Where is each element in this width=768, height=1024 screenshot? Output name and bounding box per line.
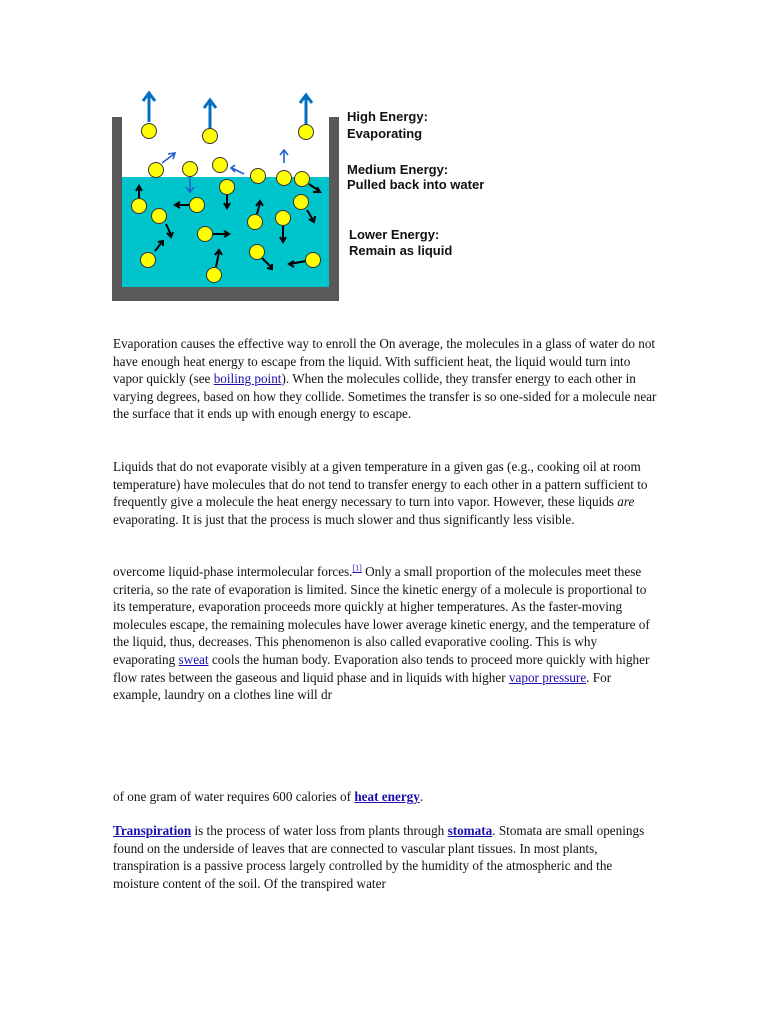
text: cools the human body. Evaporation also tends to proceed more quickly with higher flow rates between the gaseous and liquid phase and in liquids with higher xyxy=(113,651,650,685)
paragraph-liquids xyxy=(113,458,661,528)
molecule-low xyxy=(276,211,291,226)
link-heat-energy[interactable]: heat energy xyxy=(354,789,420,804)
text: . xyxy=(419,789,424,804)
molecule-medium xyxy=(213,158,228,173)
paragraph-heat-energy xyxy=(113,788,661,806)
text: ). When the molecules collide, they transfer energy to each other in varying degrees, based on how they collide. Sometimes the transfer is so one-sided for a molecule near the surface that it ends up with enough energy to escape. xyxy=(113,371,657,422)
emphasis: are xyxy=(617,494,635,510)
molecule-medium xyxy=(149,163,164,178)
paragraph-transpiration xyxy=(113,822,661,892)
text: evaporating. It is just that the process is much slower and thus significantly less visible. xyxy=(113,511,575,527)
molecule-low xyxy=(295,172,310,187)
label-high-1: High Energy: xyxy=(347,109,428,124)
molecule-low xyxy=(294,195,309,210)
molecule-low xyxy=(190,198,205,213)
link-sweat[interactable]: sweat xyxy=(178,651,209,667)
molecule-high xyxy=(142,124,157,139)
text: Liquids that do not evaporate visibly at a given temperature in a given gas (e.g., cooking oil at room temperature) have molecules that do not tend to transfer energy to each other in a pattern sufficient to frequently give a molecule the heat energy necessary to turn into vapor. However, these liquids xyxy=(113,459,648,510)
label-medium-2: Pulled back into water xyxy=(347,177,485,192)
text: . For example, laundry on a clothes line will dr xyxy=(113,669,612,703)
text: Evaporation causes the effective way to enroll the On average, the molecules in a glass of water do not have enough heat energy to escape from the liquid. With sufficient heat, the liquid would turn into vapor quickly (see xyxy=(113,336,656,387)
container-bottom xyxy=(112,287,339,301)
link-boiling-point[interactable]: boiling point xyxy=(213,371,282,387)
paragraph-intermolecular xyxy=(113,563,661,704)
label-high-2: Evaporating xyxy=(347,126,423,141)
molecule-low xyxy=(198,227,213,242)
link-transpiration[interactable]: Transpiration xyxy=(113,823,192,838)
link-stomata[interactable]: stomata xyxy=(447,823,493,838)
label-low-2: Remain as liquid xyxy=(349,243,453,258)
paragraph-evaporation-intro xyxy=(113,335,661,423)
reference-link[interactable]: [1] xyxy=(352,563,362,573)
container-wall-right xyxy=(329,117,339,301)
molecule-low xyxy=(207,268,222,283)
molecule-low xyxy=(152,209,167,224)
molecule-low xyxy=(132,199,147,214)
evaporation-diagram xyxy=(110,88,510,308)
container-wall-left xyxy=(112,117,122,301)
molecule-low xyxy=(220,180,235,195)
molecule-low xyxy=(141,253,156,268)
molecule-high xyxy=(299,125,314,140)
label-medium-1: Medium Energy: xyxy=(347,162,449,177)
molecule-medium xyxy=(251,169,266,184)
high-energy-molecules xyxy=(143,93,312,128)
molecule-low xyxy=(248,215,263,230)
molecule-low xyxy=(250,245,265,260)
molecule-medium xyxy=(183,162,198,177)
text: . Stomata are small openings found on the underside of leaves that are connected to vascular plant tissues. In most plants, transpiration is a passive process largely controlled by the humidity of the atmospheric and the moisture content of the soil. Of the transpired water xyxy=(113,823,645,891)
text: overcome liquid-phase intermolecular forces. xyxy=(113,564,353,579)
text: is the process of water loss from plants through xyxy=(191,823,448,838)
text: of one gram of water requires 600 calories of xyxy=(113,789,355,804)
label-low-1: Lower Energy: xyxy=(349,227,440,242)
molecule-low xyxy=(306,253,321,268)
text: Only a small proportion of the molecules meet these criteria, so the rate of evaporation is limited. Since the kinetic energy of a molecule is proportional to its temperature, evaporation proceeds more quickly at higher temperatures. As the faster-moving molecules escape, the remaining molecules have lower average kinetic energy, and the temperature of the liquid, thus, decreases. This phenomenon is also called evaporative cooling. This is why evaporating xyxy=(113,564,650,667)
molecule-high xyxy=(203,129,218,144)
molecule-medium xyxy=(277,171,292,186)
link-vapor-pressure[interactable]: vapor pressure xyxy=(508,669,587,685)
